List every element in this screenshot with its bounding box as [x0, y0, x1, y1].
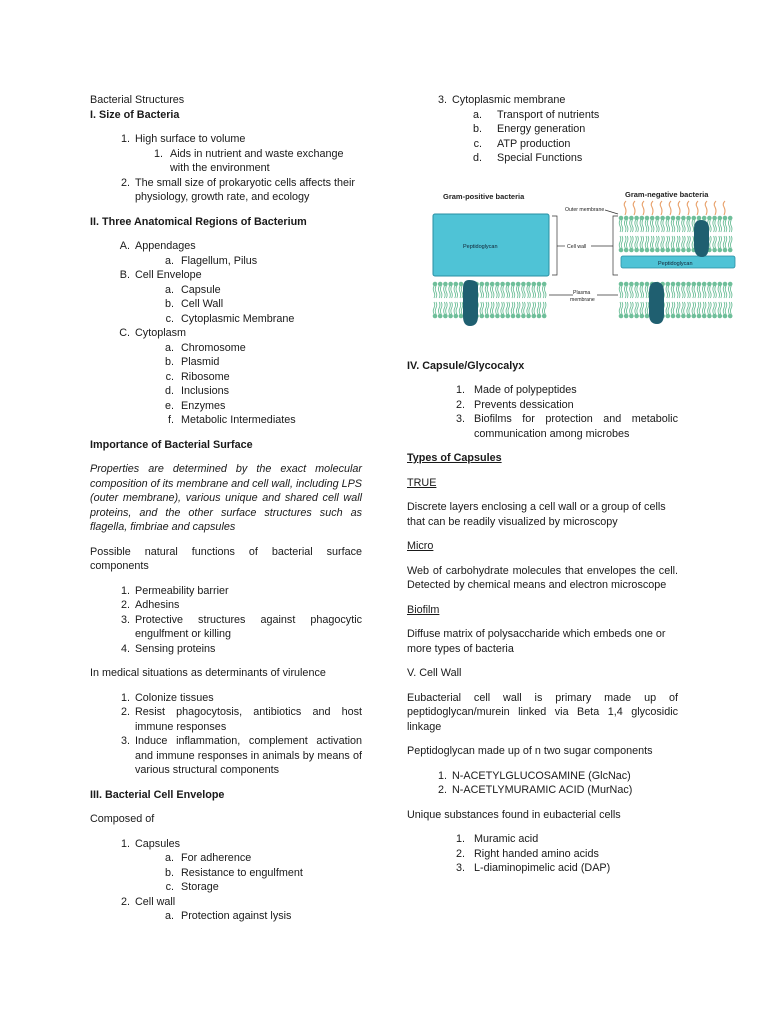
- plasma-membrane-label-2: membrane: [570, 296, 595, 303]
- membrane-protein-right-bottom: [649, 282, 664, 324]
- plasma-membrane-label-1: Plasma: [573, 289, 591, 296]
- anatomical-regions-list: [90, 239, 362, 428]
- section-4-heading: IV. Capsule/Glycocalyx: [407, 359, 525, 372]
- list-item: d. Special Functions: [472, 152, 583, 164]
- cell-wall-description: Eubacterial cell wall is primary made up of peptidoglycan/murein linked via Beta 1,4 glycosidic linkage: [407, 691, 678, 733]
- section-3-heading: III. Bacterial Cell Envelope: [90, 788, 225, 801]
- true-label: TRUE: [407, 476, 437, 489]
- gram-negative-label: Gram-negative bacteria: [625, 189, 709, 199]
- list-item: 1. Capsules: [120, 837, 181, 850]
- list-item: 1. Aids in nutrient and waste exchange with the environment: [153, 147, 344, 174]
- section-5-heading: V. Cell Wall: [407, 667, 462, 679]
- types-of-capsules-heading: Types of Capsules: [407, 452, 502, 464]
- list-item: c. Storage: [165, 881, 219, 893]
- section-2-heading: II. Three Anatomical Regions of Bacterium: [90, 215, 307, 228]
- list-item: 2. The small size of prokaryotic cells affects their physiology, growth rate, and ecology: [120, 176, 356, 203]
- membrane-protein-right-top: [694, 220, 709, 257]
- list-item: b. Energy generation: [472, 123, 586, 135]
- cell-wall-diagram-svg: [413, 180, 740, 345]
- section-1-heading: I. Size of Bacteria: [90, 108, 180, 121]
- list-item: c. Cytoplasmic Membrane: [165, 312, 295, 325]
- list-item: e. Enzymes: [164, 399, 226, 412]
- biofilm-description: Diffuse matrix of polysaccharide which embeds one or more types of bacteria: [407, 628, 666, 655]
- list-item: 1. Permeability barrier: [120, 584, 229, 597]
- list-item: a. Flagellum, Pilus: [164, 254, 258, 267]
- list-item: 3. Cytoplasmic membrane: [437, 94, 566, 106]
- importance-heading: Importance of Bacterial Surface: [90, 438, 253, 451]
- list-item: A. Appendages: [119, 240, 196, 252]
- list-item: d. Inclusions: [164, 385, 230, 397]
- cell-wall-diagram: [413, 180, 740, 345]
- list-item: a. Transport of nutrients: [472, 108, 600, 121]
- list-item: B. Cell Envelope: [119, 269, 202, 281]
- medical-intro: In medical situations as determinants of virulence: [90, 667, 326, 679]
- list-item: 2. Resist phagocytosis, antibiotics and host immune responses: [120, 706, 362, 733]
- biofilm-label: Biofilm: [407, 603, 440, 616]
- list-item: 2. Adhesins: [120, 599, 180, 611]
- list-item: 1. Muramic acid: [455, 833, 539, 845]
- unique-substances-intro: Unique substances found in eubacterial cells: [407, 808, 621, 821]
- micro-description: Web of carbohydrate molecules that envelopes the cell. Detected by chemical means and electron microscope: [407, 564, 678, 591]
- list-item: b. Cell Wall: [164, 298, 224, 310]
- micro-label: Micro: [407, 540, 434, 552]
- peptidoglycan-intro: Peptidoglycan made up of n two sugar components: [407, 745, 653, 757]
- left-column: [90, 93, 362, 924]
- list-item: 1. Made of polypeptides: [455, 384, 577, 396]
- list-item: c. ATP production: [473, 137, 571, 150]
- list-item: a. Protection against lysis: [164, 910, 292, 922]
- list-item: 3. Biofilms for protection and metabolic communication among microbes: [455, 413, 678, 440]
- peptidoglycan-label-left: Peptidoglycan: [463, 243, 498, 250]
- list-item: 3. Induce inflammation, complement activation and immune responses in animals by means of various structural components: [120, 735, 362, 776]
- list-item: 4. Sensing proteins: [120, 642, 216, 655]
- gram-positive-label: Gram-positive bacteria: [443, 191, 525, 201]
- list-item: C. Cytoplasm: [119, 327, 187, 339]
- list-item: a. Capsule: [164, 283, 221, 296]
- list-item: c. Ribosome: [165, 370, 230, 383]
- list-item: f. Metabolic Intermediates: [168, 414, 296, 426]
- list-item: b. Plasmid: [164, 356, 220, 368]
- list-item: 2. Cell wall: [120, 895, 176, 908]
- list-item: 2. N-ACETLYMURAMIC ACID (MurNac): [437, 784, 633, 796]
- document-title: Bacterial Structures: [90, 94, 185, 106]
- outer-membrane-label: Outer membrane: [565, 206, 605, 213]
- right-column: [407, 93, 709, 876]
- list-item: 3. Protective structures against phagocytic engulfment or killing: [120, 613, 362, 640]
- peptidoglycan-label-right: Peptidoglycan: [658, 260, 693, 267]
- importance-paragraph: Properties are determined by the exact molecular composition of its membrane and cell wall, including LPS (outer membrane), various unique and shared cell wall proteins, and the other surface structures such as flagella, fimbriae and capsules: [90, 463, 362, 533]
- cell-wall-label: Cell wall: [567, 243, 587, 250]
- composed-of: Composed of: [90, 813, 155, 825]
- list-item: 2. Prevents dessication: [455, 398, 574, 411]
- list-item: 1. High surface to volume: [120, 133, 246, 145]
- list-item: 3. L-diaminopimelic acid (DAP): [455, 862, 611, 874]
- list-item: a. For adherence: [164, 852, 252, 864]
- list-item: a. Chromosome: [164, 341, 246, 354]
- membrane-protein-left: [463, 280, 478, 326]
- list-item: 2. Right handed amino acids: [455, 847, 599, 860]
- list-item: b. Resistance to engulfment: [164, 866, 303, 879]
- functions-intro: Possible natural functions of bacterial surface components: [90, 545, 362, 572]
- list-item: 1. N-ACETYLGLUCOSAMINE (GlcNac): [437, 769, 631, 782]
- true-description: Discrete layers enclosing a cell wall or a group of cells that can be readily visualized by microscopy: [407, 501, 666, 528]
- list-item: 1. Colonize tissues: [120, 691, 214, 704]
